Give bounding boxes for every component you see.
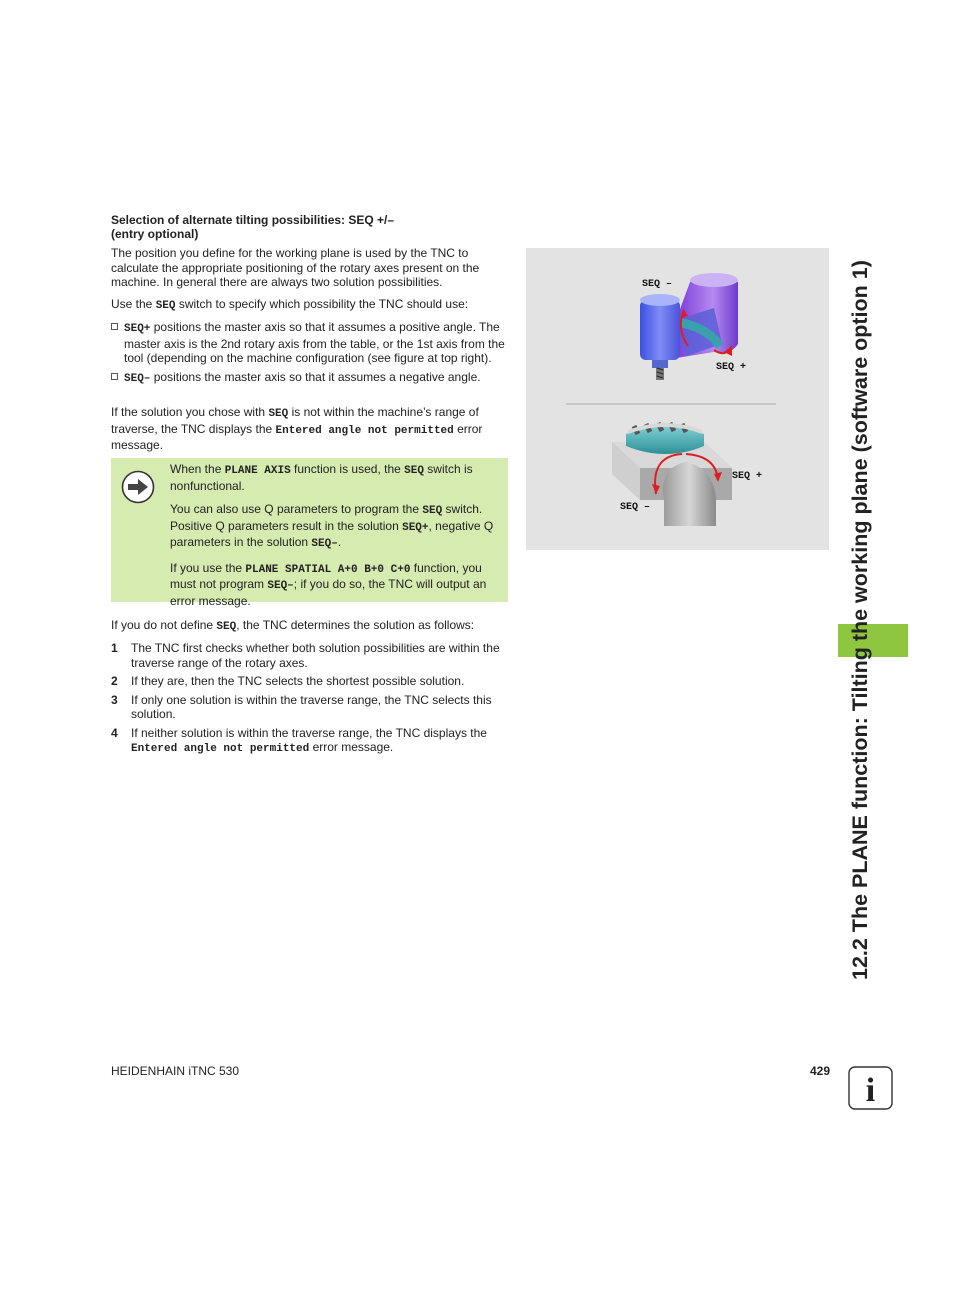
note-text: When the	[170, 462, 225, 476]
error-text-middle: is not within the machine’s range of traverse, the TNC displays the	[111, 405, 479, 436]
note-paragraph-3	[170, 561, 500, 609]
step-text: If they are, then the TNC selects the shortest possible solution.	[131, 674, 465, 688]
seq-illustration	[526, 248, 829, 550]
seq-code: SEQ	[155, 300, 176, 312]
list-item	[111, 674, 508, 689]
step-number: 3	[111, 692, 118, 707]
list-item	[111, 693, 508, 722]
list-item	[111, 726, 508, 757]
top-seq-plus-label: SEQ +	[716, 362, 747, 373]
note-text: .	[337, 535, 342, 549]
use-seq-paragraph	[111, 297, 508, 314]
seq-code: SEQ	[404, 465, 424, 477]
plane-axis-code: PLANE AXIS	[224, 465, 291, 477]
top-seq-minus-label: SEQ –	[642, 279, 673, 290]
seq-code: SEQ	[216, 621, 237, 633]
plane-spatial-code: PLANE SPATIAL A+0 B+0 C+0	[245, 563, 411, 576]
note-paragraph-1	[170, 462, 500, 493]
bullet-code: SEQ–	[124, 372, 151, 385]
heading-line-2: (entry optional)	[111, 227, 199, 241]
seq-minus-code: SEQ–	[267, 580, 294, 592]
step-number: 4	[111, 725, 118, 740]
note-box	[111, 458, 508, 608]
error-text-before: If the solution you chose with	[111, 405, 269, 419]
error-text-after: error message.	[111, 421, 483, 452]
note-body	[170, 462, 500, 608]
note-text: , negative Q parameters in the solution	[170, 518, 494, 549]
list-item	[111, 370, 508, 387]
note-text: function is used, the	[290, 462, 405, 476]
info-icon	[848, 1066, 893, 1110]
seq-code: SEQ	[422, 505, 443, 517]
bottom-seq-minus-label: SEQ –	[620, 502, 651, 513]
step-text: error message.	[309, 740, 394, 754]
step-text: If only one solution is within the traverse range, the TNC selects this solution.	[131, 692, 492, 721]
use-seq-text-before: Use the	[111, 297, 156, 311]
note-text: ; if you do so, the TNC will output an error message.	[170, 577, 487, 608]
intro-paragraph: The position you define for the working plane is used by the TNC to calculate the appropriate positioning of the rotary axes present on the machine. In general there are always two solution possibilities.	[111, 246, 480, 289]
undefined-text-after: , the TNC determines the solution as follows:	[236, 618, 475, 632]
heading-line-1: Selection of alternate tilting possibilities: SEQ +/–	[111, 213, 395, 227]
use-seq-text-after: switch to specify which possibility the TNC should use:	[175, 297, 469, 311]
list-item	[111, 320, 508, 366]
step-text: If neither solution is within the traverse range, the TNC displays the	[131, 725, 487, 740]
note-text: switch. Positive Q parameters result in the solution	[170, 502, 483, 533]
section-heading	[111, 213, 511, 241]
note-text: function, you must not program	[170, 560, 482, 591]
step-number: 1	[111, 641, 118, 655]
note-text: switch is nonfunctional.	[170, 462, 473, 493]
undefined-seq-paragraph	[111, 618, 508, 635]
bullet-code: SEQ+	[124, 323, 151, 335]
bullet-text: positions the master axis so that it assumes a negative angle.	[150, 369, 481, 384]
bullet-square-icon	[111, 323, 118, 330]
info-icon-letter: i	[865, 1072, 876, 1109]
seq-plus-code: SEQ+	[402, 521, 429, 534]
footer-product-name: HEIDENHAIN iTNC 530	[111, 1064, 240, 1078]
list-item	[111, 641, 508, 670]
step-number: 2	[111, 674, 118, 688]
error-message-code: Entered angle not permitted	[131, 743, 310, 755]
error-paragraph	[111, 405, 508, 453]
arrow-right-icon	[121, 470, 155, 504]
seq-code: SEQ	[268, 408, 289, 420]
bullet-square-icon	[111, 373, 118, 380]
chapter-side-title-text: 12.2 The PLANE function: Tilting the working plane (software option 1)	[848, 260, 872, 980]
bottom-seq-plus-label: SEQ +	[732, 471, 763, 482]
undefined-text-before: If you do not define	[111, 618, 217, 632]
step-text: The TNC first checks whether both solution possibilities are within the traverse range of the rotary axes.	[131, 641, 500, 670]
bullet-text: positions the master axis so that it assumes a positive angle. The master axis is the 2nd rotary axis from the table, or the 1st axis from the tool (depending on the machine configuration (see figure at top right).	[124, 320, 505, 365]
chapter-side-title	[838, 212, 882, 980]
note-text: If you use the	[170, 560, 246, 575]
bullet-list	[111, 320, 508, 386]
info-icon-graphic	[848, 1066, 893, 1110]
error-message-code: Entered angle not permitted	[275, 424, 454, 437]
note-text: You can also use Q parameters to program the	[170, 502, 423, 516]
numbered-list	[111, 641, 508, 757]
seq-figure	[526, 248, 829, 550]
page-number: 429	[809, 1064, 830, 1078]
seq-minus-code: SEQ–	[311, 538, 338, 550]
note-paragraph-2	[170, 502, 500, 552]
